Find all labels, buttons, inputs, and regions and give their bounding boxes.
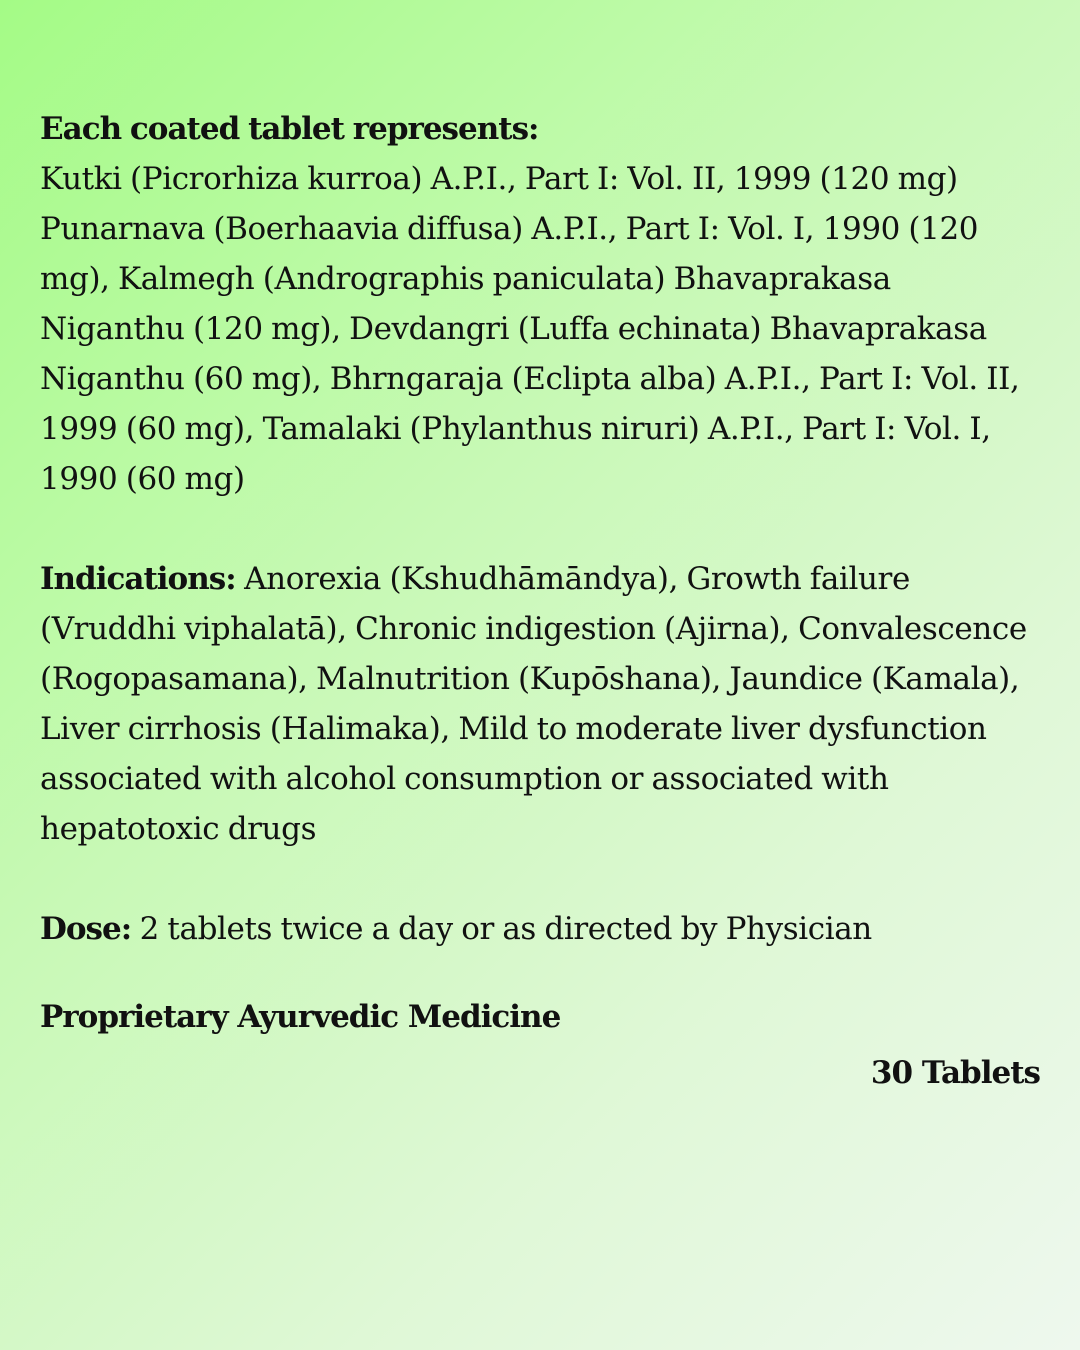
indications-label: Indications: bbox=[40, 561, 236, 597]
dose-text: 2 tablets twice a day or as directed by Physician bbox=[139, 911, 872, 947]
dose-section bbox=[40, 904, 1040, 954]
composition-section bbox=[40, 104, 1040, 504]
indications-text: Anorexia (Kshudhāmāndya), Growth failure (Vruddhi viphalatā), Chronic indigestion (Ajirna), Convalescence (Rogopasamana), Malnutrition (Kupōshana), Jaundice (Kamala), Liver cirrhosis (Halimaka), Mild to moderate liver dysfunction associated with alcohol consumption or associated with hepatotoxic drugs bbox=[40, 561, 1027, 847]
label-content bbox=[40, 104, 1040, 1073]
tablet-count: 30 Tablets bbox=[870, 1055, 1040, 1091]
composition-heading: Each coated tablet represents: bbox=[40, 111, 539, 147]
medicine-type-title: Proprietary Ayurvedic Medicine bbox=[40, 999, 561, 1035]
dose-label: Dose: bbox=[40, 911, 132, 947]
indications-section bbox=[40, 554, 1040, 854]
composition-text: Kutki (Picrorhiza kurroa) A.P.I., Part I: Vol. II, 1999 (120 mg) Punarnava (Boerhaavia diffusa) A.P.I., Part I: Vol. I, 1990 (120 mg), Kalmegh (Andrographis paniculata) Bhavaprakasa Niganthu (120 mg), Devdangri (Luffa echinata) Bhavaprakasa Niganthu (60 mg), Bhrngaraja (Eclipta alba) A.P.I., Part I: Vol. II, 1999 (60 mg), Tamalaki (Phylanthus niruri) A.P.I., Part I: Vol. I, 1990 (60 mg) bbox=[40, 161, 1020, 497]
